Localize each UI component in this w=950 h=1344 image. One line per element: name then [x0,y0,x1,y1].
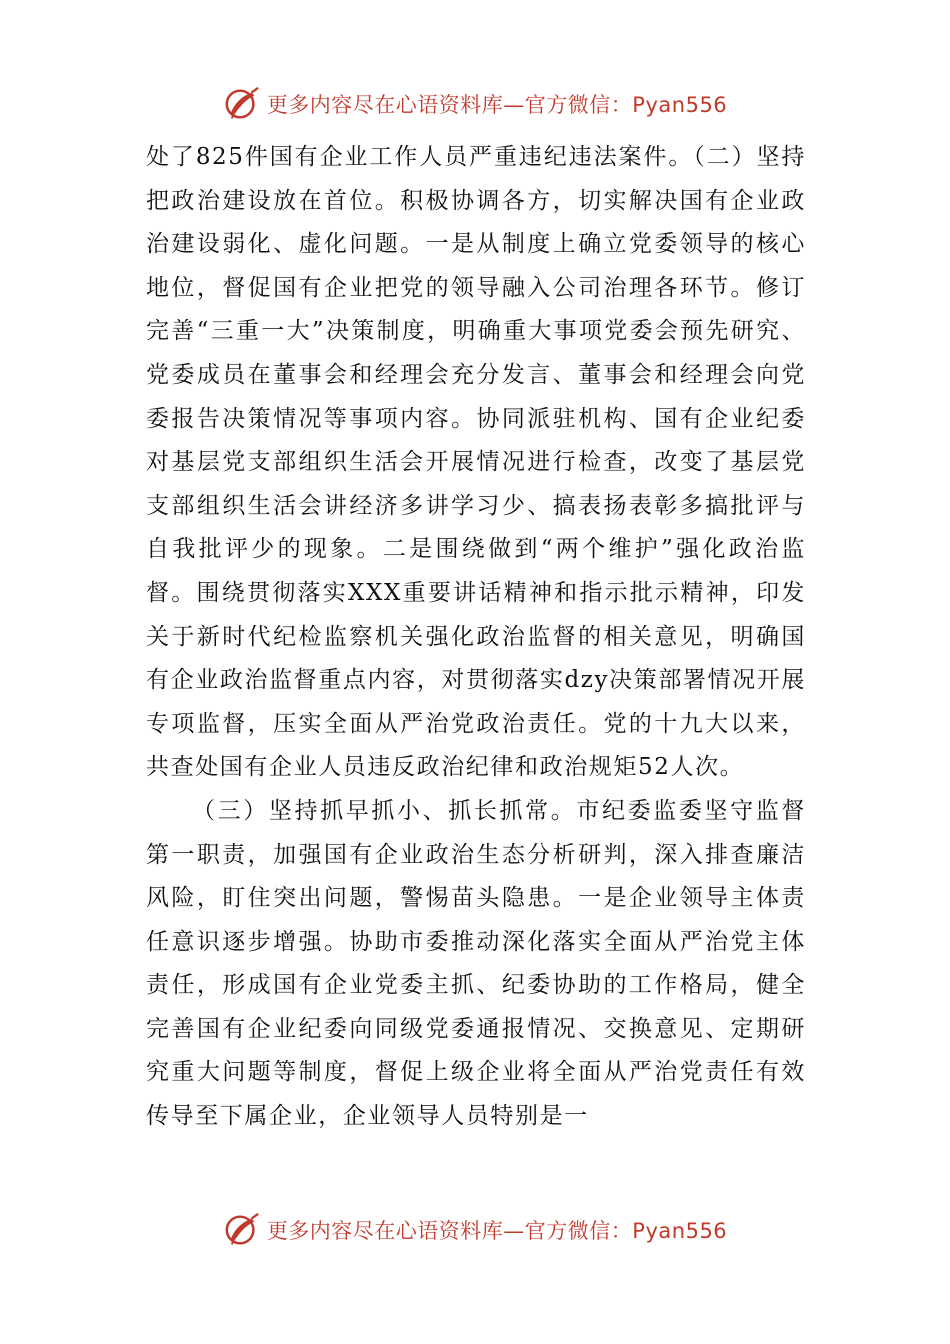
document-body [146,136,806,1139]
footer-banner [0,1210,950,1250]
pen-logo-icon [223,1211,261,1249]
header-banner-text: 更多内容尽在心语资料库—官方微信：Pyan556 [266,93,728,117]
header-banner [0,84,950,124]
paragraph-1: 处了825件国有企业工作人员严重违纪违法案件。（二）坚持把政治建设放在首位。积极协调各方，切实解决国有企业政治建设弱化、虚化问题。一是从制度上确立党委领导的核心地位，督促国有企业把党的领导融入公司治理各环节。修订完善“三重一大”决策制度，明确重大事项党委会预先研究、党委成员在董事会和经理会充分发言、董事会和经理会向党委报告决策情况等事项内容。协同派驻机构、国有企业纪委对基层党支部组织生活会开展情况进行检查，改变了基层党支部组织生活会讲经济多讲学习少、搞表扬表彰多搞批评与自我批评少的现象。二是围绕做到“两个维护”强化政治监督。围绕贯彻落实XXX重要讲话精神和指示批示精神，印发关于新时代纪检监察机关强化政治监督的相关意见，明确国有企业政治监督重点内容，对贯彻落实dzy决策部署情况开展专项监督，压实全面从严治党政治责任。党的十九大以来，共查处国有企业人员违反政治纪律和政治规矩52人次。 [146,144,806,781]
pen-logo-icon [223,85,261,123]
footer-banner-text: 更多内容尽在心语资料库—官方微信：Pyan556 [266,1219,728,1243]
paragraph-2: （三）坚持抓早抓小、抓长抓常。市纪委监委坚守监督第一职责，加强国有企业政治生态分析研判，深入排查廉洁风险，盯住突出问题，警惕苗头隐患。一是企业领导主体责任意识逐步增强。协助市委推动深化落实全面从严治党主体责任，形成国有企业党委主抓、纪委协助的工作格局，健全完善国有企业纪委向同级党委通报情况、交换意见、定期研究重大问题等制度，督促上级企业将全面从严治党责任有效传导至下属企业，企业领导人员特别是一 [146,797,806,1130]
